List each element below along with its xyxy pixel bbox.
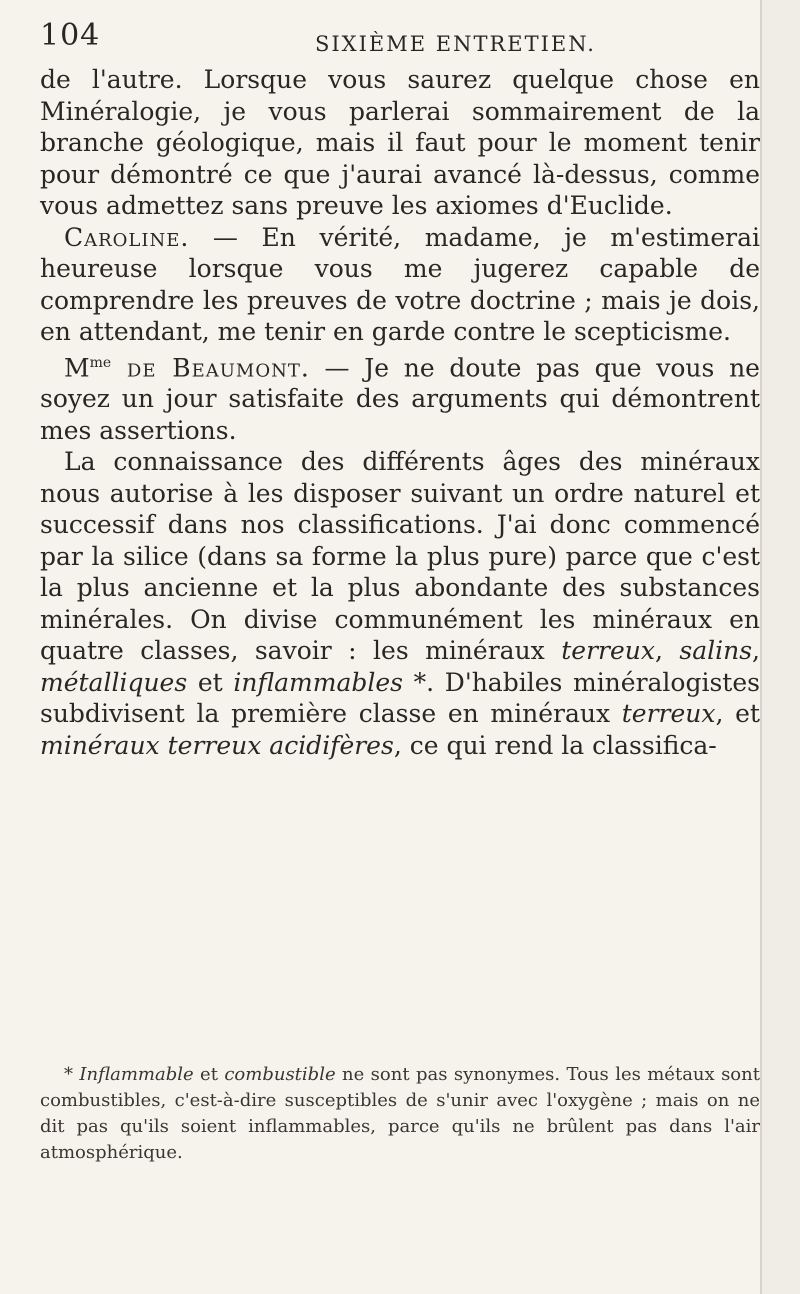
paragraph-text: — Je ne doute pas que vous ne soyez un jour satisfaite des arguments qui démontrent mes assertions. (40, 352, 760, 445)
paragraph-text: de l'autre. Lorsque vous saurez quelque chose en Minéralogie, je vous parlerai sommairement de la branche géologique, mais il faut pour le moment tenir pour démontré ce que j'aurai avancé là-dessus, comme vous admettez sans preuve les axiomes d'Euclide. (40, 65, 760, 220)
paragraph (40, 446, 760, 761)
speaker-superscript: me (89, 354, 112, 371)
italic-term: terreux (561, 636, 655, 666)
paragraph (40, 64, 760, 222)
paragraph-text: La connaissance des différents âges des minéraux nous autorise à les disposer suivant un ordre naturel et successif dans nos classifications. J'ai donc commencé par la silice (dans sa forme la plus pure) parce que c'est la plus ancienne et la plus abondante des substances minérales. On divise communément les minéraux en quatre classes, savoir : les minéraux (40, 447, 760, 666)
adjacent-page-edge (760, 0, 800, 1294)
running-title: SIXIÈME ENTRETIEN. (315, 32, 596, 56)
italic-term: métalliques (40, 667, 188, 697)
paragraph-text: — En vérité, madame, je m'estimerai heureuse lorsque vous me jugerez capable de comprendre les preuves de votre doctrine ; mais je dois, en attendant, me tenir en garde contre le scepticisme. (40, 222, 760, 346)
paragraph-text: , ce qui rend la classifica- (393, 730, 717, 760)
separator: , (752, 636, 760, 666)
paragraph (40, 222, 760, 348)
conjunction: et (193, 1064, 225, 1085)
footnote-body: ne sont pas synonymes. Tous les métaux sont combustibles, c'est-à-dire susceptibles de s'unir avec l'oxygène ; mais on ne dit pas qu'ils soient inflammables, parce qu'ils ne brûlent pas dans l'air atmosphérique. (40, 1064, 760, 1163)
page-header (40, 18, 740, 58)
italic-term: inflammables (233, 667, 403, 697)
italic-term: Inflammable (79, 1064, 194, 1085)
italic-term: minéraux terreux acidifères (40, 730, 394, 760)
footnote-mark: * (402, 667, 427, 697)
footnote-mark: * (64, 1064, 80, 1085)
footnote-text (40, 1062, 760, 1166)
paragraph (40, 348, 760, 447)
body-text (40, 64, 760, 761)
separator: et (187, 667, 234, 697)
paragraph-text: . D'habiles minéralogistes subdivisent la première classe en minéraux (40, 667, 760, 729)
italic-term: terreux (621, 699, 716, 729)
speaker-name: de Beaumont. (111, 352, 310, 382)
page-number: 104 (40, 18, 101, 53)
italic-term: salins (679, 636, 753, 666)
speaker-name: Caroline. (64, 222, 190, 252)
speaker-prefix: M (64, 352, 90, 382)
separator: , et (715, 699, 760, 729)
footnote (40, 1062, 760, 1166)
italic-term: combustible (224, 1064, 336, 1085)
separator: , (654, 636, 680, 666)
